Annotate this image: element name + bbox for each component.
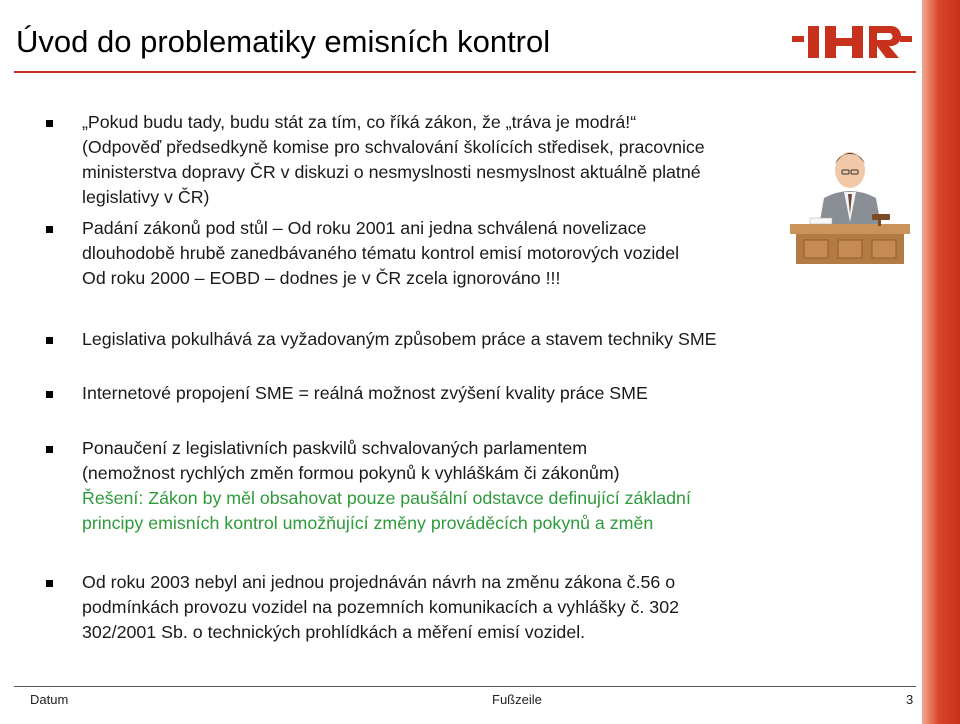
- text-line: 302/2001 Sb. o technických prohlídkách a měření emisí vozidel.: [82, 622, 586, 642]
- bullet-icon: [46, 580, 53, 587]
- bullet-text-4: [82, 381, 862, 406]
- bullet-text-2: [82, 216, 862, 291]
- slide-title: Úvod do problematiky emisních kontrol: [16, 24, 551, 59]
- text-line: (Odpověď předsedkyně komise pro schvalování školících středisek, pracovnice: [82, 137, 705, 157]
- judge-clipart: [780, 128, 920, 264]
- text-line: Od roku 2000 – EOBD – dodnes je v ČR zcela ignorováno !!!: [82, 268, 561, 288]
- text-line: dlouhodobě hrubě zanedbávaného tématu kontrol emisí motorových vozidel: [82, 243, 680, 263]
- footer-divider: [14, 686, 916, 687]
- bullet-text-5: [82, 436, 862, 536]
- footer-date: Datum: [30, 692, 69, 707]
- footer-text: Fußzeile: [492, 692, 542, 707]
- bullet-text-3: [82, 327, 862, 352]
- text-line: Od roku 2003 nebyl ani jednou projednáván návrh na změnu zákona č.56 o: [82, 572, 676, 592]
- text-line: „Pokud budu tady, budu stát za tím, co říká zákon, že „tráva je modrá!“: [82, 112, 637, 132]
- text-line: podmínkách provozu vozidel na pozemních komunikacích a vyhlášky č. 302: [82, 597, 679, 617]
- text-line: Legislativa pokulhává za vyžadovaným způsobem práce a stavem techniky SME: [82, 329, 717, 349]
- papers: [810, 218, 832, 224]
- page-number: 3: [906, 692, 914, 707]
- bullet-icon: [46, 337, 53, 344]
- bullet-icon: [46, 446, 53, 453]
- text-line: Ponaučení z legislativních paskvilů schvalovaných parlamentem: [82, 438, 588, 458]
- text-line: (nemožnost rychlých změn formou pokynů k vyhláškám či zákonům): [82, 463, 620, 483]
- bench: [790, 224, 910, 264]
- solution-line: Řešení: Zákon by měl obsahovat pouze paušální odstavce definující základní: [82, 488, 691, 508]
- solution-line: principy emisních kontrol umožňující změny prováděcích pokynů a změn: [82, 513, 654, 533]
- text-line: ministerstva dopravy ČR v diskuzi o nesmyslnosti nesmyslnost aktuálně platné: [82, 162, 701, 182]
- bullet-icon: [46, 120, 53, 127]
- bullet-text-1: [82, 110, 862, 210]
- text-line: Padání zákonů pod stůl – Od roku 2001 ani jedna schválená novelizace: [82, 218, 647, 238]
- text-line: legislativy v ČR): [82, 187, 210, 207]
- bullet-text-6: [82, 570, 862, 645]
- text-line: Internetové propojení SME = reálná možnost zvýšení kvality práce SME: [82, 383, 648, 403]
- bullet-icon: [46, 226, 53, 233]
- right-accent-bar: [922, 0, 960, 724]
- bullet-icon: [46, 391, 53, 398]
